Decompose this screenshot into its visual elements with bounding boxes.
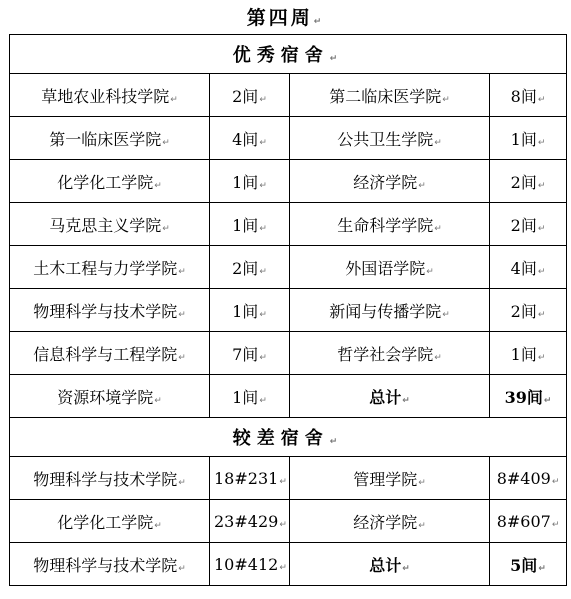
room-number: 8#607 ↵ [497,512,560,531]
count-value: 1间 ↵ [232,173,267,192]
room-number: 8#409 ↵ [497,469,560,488]
college-name: 资源环境学院 ↵ [57,388,162,407]
count-value: 4间 ↵ [232,130,267,149]
count-value: 7间 ↵ [232,345,267,364]
page-title: 第四周 ↵ [0,4,571,32]
college-name: 物理科学与技术学院 ↵ [33,302,186,321]
section-title: 较差宿舍 ↵ [233,428,344,449]
college-name: 哲学社会学院 ↵ [337,345,442,364]
count-value: 2间 ↵ [511,216,546,235]
room-number: 23#429 ↵ [214,512,287,531]
count-value: 2间 ↵ [511,173,546,192]
total-value: 5间 ↵ [510,556,546,575]
section-header-excellent [10,35,567,74]
college-name: 公共卫生学院 ↵ [337,130,442,149]
college-name: 外国语学院 ↵ [345,259,434,278]
table-row [10,160,567,203]
count-value: 1间 ↵ [511,345,546,364]
count-value: 4间 ↵ [511,259,546,278]
college-name: 第一临床医学院 ↵ [49,130,170,149]
table-row [10,203,567,246]
table-row [10,500,567,543]
count-value: 2间 ↵ [232,259,267,278]
college-name: 化学化工学院 ↵ [57,513,162,532]
college-name: 马克思主义学院 ↵ [49,216,170,235]
college-name: 化学化工学院 ↵ [57,173,162,192]
room-number: 10#412 ↵ [214,555,287,574]
college-name: 第二临床医学院 ↵ [329,87,450,106]
table-row [10,289,567,332]
college-name: 土木工程与力学学院 ↵ [33,259,186,278]
college-name: 新闻与传播学院 ↵ [329,302,450,321]
table-row [10,74,567,117]
total-row [10,375,567,418]
college-name: 物理科学与技术学院 ↵ [33,556,186,575]
section-title: 优秀宿舍 ↵ [233,45,344,66]
count-value: 8间 ↵ [511,87,546,106]
count-value: 1间 ↵ [511,130,546,149]
section-header-poor [10,418,567,457]
total-label: 总计 ↵ [369,388,410,407]
total-value: 39间 ↵ [505,388,552,407]
total-label: 总计 ↵ [369,556,410,575]
table-row [10,117,567,160]
count-value: 1间 ↵ [232,302,267,321]
college-name: 管理学院 ↵ [353,470,426,489]
table-row [10,332,567,375]
count-value: 2间 ↵ [511,302,546,321]
table-row [10,457,567,500]
table-row [10,246,567,289]
count-value: 2间 ↵ [232,87,267,106]
dormitory-table [9,34,567,586]
college-name: 生命科学学院 ↵ [337,216,442,235]
college-name: 经济学院 ↵ [353,173,426,192]
room-number: 18#231 ↵ [214,469,287,488]
college-name: 草地农业科技学院 ↵ [41,87,178,106]
college-name: 物理科学与技术学院 ↵ [33,470,186,489]
count-value: 1间 ↵ [232,388,267,407]
college-name: 经济学院 ↵ [353,513,426,532]
total-row [10,543,567,586]
college-name: 信息科学与工程学院 ↵ [33,345,186,364]
count-value: 1间 ↵ [232,216,267,235]
